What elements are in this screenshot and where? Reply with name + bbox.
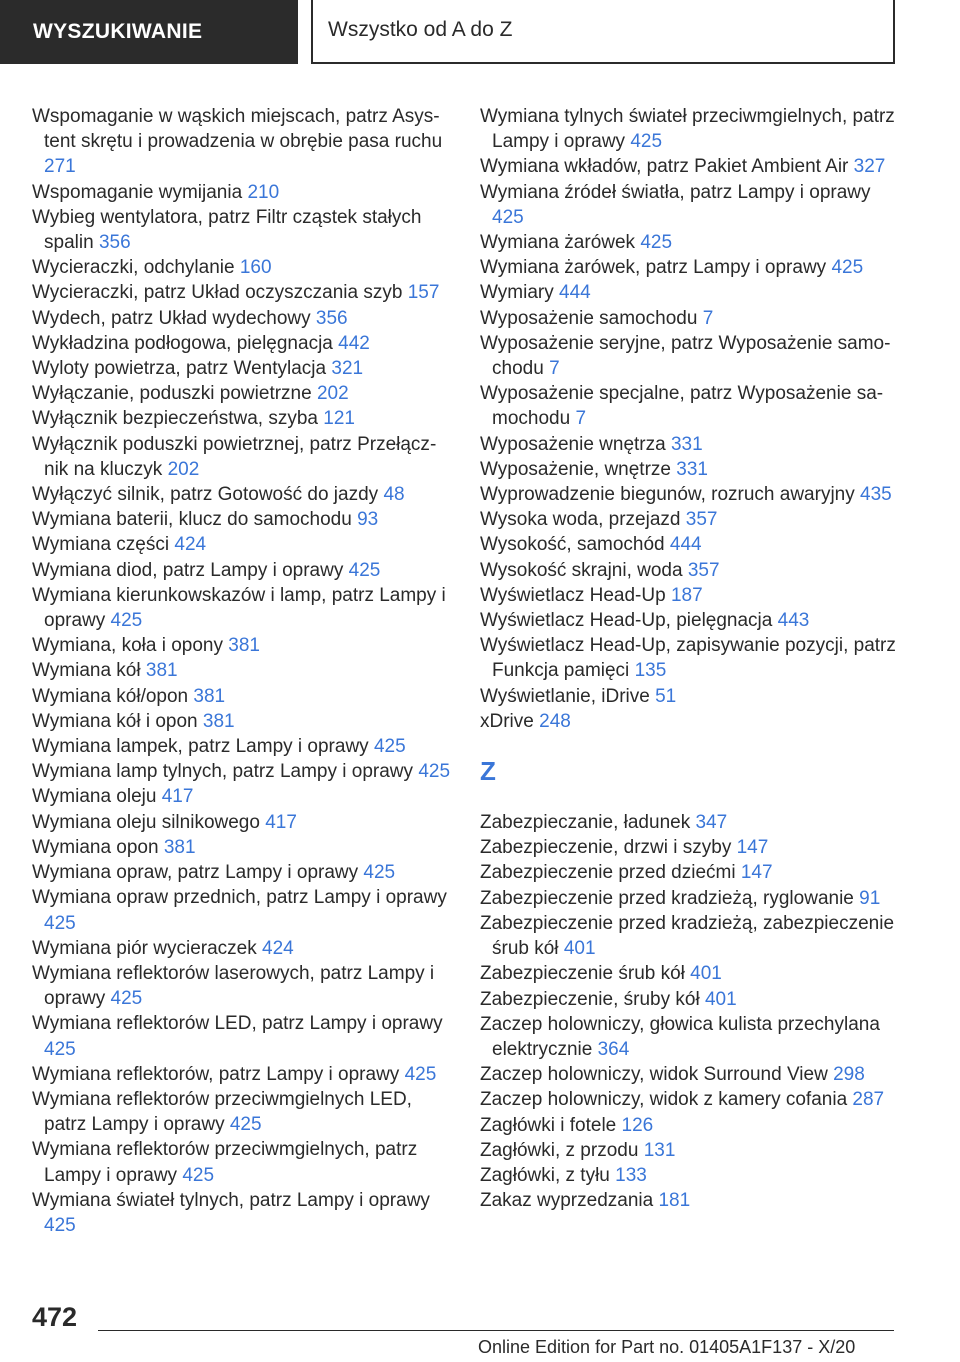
entry-term: Zabezpieczenie śrub kół (480, 963, 685, 985)
index-column-left (32, 104, 452, 1238)
entry-page-link[interactable]: 202 (316, 383, 349, 405)
page-number: 472 (32, 1302, 78, 1332)
index-entry (32, 406, 452, 431)
entry-term: Wymiana wkładów, patrz Pakiet Ambient Air (480, 156, 849, 178)
entry-page-link[interactable]: 298 (833, 1064, 865, 1086)
entry-term: Wycieraczki, odchylanie (32, 257, 235, 279)
index-entry (480, 684, 900, 709)
entry-term: Wyprowadzenie biegunów, rozruch awaryjny (480, 484, 855, 506)
entry-page-link[interactable]: 425 (110, 988, 143, 1010)
entry-page-link[interactable]: 401 (563, 938, 596, 960)
entry-page-link[interactable]: 442 (338, 332, 370, 354)
index-entry (480, 457, 900, 482)
entry-term: Wymiana baterii, klucz do samochodu (32, 509, 352, 531)
entry-page-link[interactable]: 364 (597, 1038, 630, 1060)
index-entry (480, 507, 900, 532)
entry-term: Wyłączanie, poduszki powietrzne (32, 383, 312, 405)
index-entry (32, 684, 452, 709)
entry-term: Wyposażenie, wnętrze (480, 458, 671, 480)
entry-term: Wymiana piór wycieraczek (32, 937, 257, 959)
index-entry (480, 1138, 900, 1163)
index-entry (32, 658, 452, 683)
entry-term: Wyposażenie seryjne, patrz Wyposażenie samochodu (480, 332, 891, 380)
index-entry (480, 583, 900, 608)
entry-page-link[interactable]: 425 (831, 257, 864, 279)
entry-page-link[interactable]: 202 (167, 458, 200, 480)
entry-page-link[interactable]: 444 (669, 534, 702, 556)
entry-term: Wydech, patrz Układ wydechowy (32, 307, 311, 329)
entry-term: Zagłówki, z przodu (480, 1139, 639, 1161)
entry-page-link[interactable]: 287 (852, 1089, 885, 1111)
entry-term: Wymiana reflektorów LED, patrz Lampy i oprawy (32, 1013, 443, 1035)
entry-page-link[interactable]: 381 (202, 710, 235, 732)
index-entry (480, 230, 900, 255)
index-entry (32, 482, 452, 507)
entry-term: Zaczep holowniczy, widok Surround View (480, 1064, 828, 1086)
entry-term: Wysokość, samochód (480, 534, 665, 556)
index-entry (32, 936, 452, 961)
entry-term: Wyloty powietrza, patrz Wentylacja (32, 358, 327, 380)
index-entry (480, 558, 900, 583)
entry-term: Wysokość skrajni, woda (480, 559, 683, 581)
entry-page-link[interactable]: 424 (262, 937, 294, 959)
entry-page-link[interactable]: 425 (630, 131, 663, 153)
entry-term: Wyświetlanie, iDrive (480, 685, 650, 707)
entry-page-link[interactable]: 48 (383, 484, 405, 506)
entry-term: Wyposażenie samochodu (480, 307, 698, 329)
entry-term: Wyposażenie wnętrza (480, 433, 666, 455)
index-entry (480, 810, 900, 835)
index-entry (32, 1087, 452, 1137)
entry-page-link[interactable]: 135 (634, 660, 667, 682)
entry-term: Wyłącznik bezpieczeństwa, szyba (32, 408, 319, 430)
index-entry (32, 280, 452, 305)
entry-term: Wymiana oleju silnikowego (32, 811, 260, 833)
entry-page-link[interactable]: 443 (777, 610, 810, 632)
entry-page-link[interactable]: 321 (331, 358, 364, 380)
index-entry (32, 885, 452, 935)
entry-page-link[interactable]: 331 (670, 433, 703, 455)
entry-term: Zagłówki, z tyłu (480, 1164, 610, 1186)
entry-page-link[interactable]: 425 (182, 1164, 215, 1186)
index-entry (480, 482, 900, 507)
entry-page-link[interactable]: 401 (690, 963, 722, 985)
entry-term: Zaczep holowniczy, głowica kulista przechylana elektrycznie (480, 1013, 880, 1060)
entry-page-link[interactable]: 248 (539, 710, 571, 732)
entry-term: Wymiana kół i opon (32, 710, 198, 732)
entry-page-link[interactable]: 331 (676, 458, 708, 480)
entry-term: Zabezpieczanie, ładunek (480, 812, 691, 834)
index-entry (480, 432, 900, 457)
index-entry (480, 633, 900, 683)
entry-term: Zabezpieczenie przed kradzieżą, ryglowanie (480, 887, 854, 909)
index-entry (32, 1011, 452, 1061)
entry-term: Zagłówki i fotele (480, 1114, 617, 1136)
tab-a-to-z[interactable]: Wszystko od A do Z (311, 0, 895, 64)
index-entry (32, 1188, 452, 1238)
index-entry (32, 255, 452, 280)
entry-page-link[interactable]: 425 (229, 1114, 262, 1136)
index-entry (32, 961, 452, 1011)
entry-page-link[interactable]: 356 (98, 232, 131, 254)
index-entry (480, 709, 900, 734)
index-entry (32, 784, 452, 809)
entry-term: Wymiana reflektorów, patrz Lampy i oprawy (32, 1063, 400, 1085)
entry-term: Zabezpieczenie, drzwi i szyby (480, 837, 732, 859)
entry-page-link[interactable]: 401 (704, 988, 737, 1010)
index-entry (480, 886, 900, 911)
entry-term: Wykładzina podłogowa, pielęgnacja (32, 332, 333, 354)
index-entry (480, 532, 900, 557)
tab-search[interactable]: WYSZUKIWANIE (0, 0, 298, 64)
entry-term: Wymiana tylnych świateł przeciwmgielnych, patrz Lampy i oprawy (480, 106, 895, 153)
entry-page-link[interactable]: 425 (640, 232, 673, 254)
entry-page-link[interactable]: 425 (110, 610, 143, 632)
entry-page-link[interactable]: 435 (860, 484, 892, 506)
index-entry (32, 331, 452, 356)
entry-term: Wymiana diod, patrz Lampy i oprawy (32, 559, 344, 581)
entry-term: Wyłącznik poduszki powietrznej, patrz Przełącznik na kluczyk (32, 433, 437, 480)
entry-term: Wymiana żarówek, patrz Lampy i oprawy (480, 257, 827, 279)
index-entry (32, 759, 452, 784)
entry-page-link[interactable]: 187 (670, 584, 703, 606)
index-entry (480, 860, 900, 885)
index-entries-z (480, 810, 900, 1213)
entry-term: Wymiana kół (32, 660, 141, 682)
entry-page-link[interactable]: 425 (44, 1038, 76, 1060)
entry-term: Zabezpieczenie przed kradzieżą, zabezpieczenie śrub kół (480, 912, 895, 960)
entry-term: Wymiary (480, 282, 554, 304)
index-entry (32, 306, 452, 331)
entry-page-link[interactable]: 425 (44, 912, 76, 934)
entry-term: Wycieraczki, patrz Układ oczyszczania szyb (32, 282, 403, 304)
entry-page-link[interactable]: 7 (702, 307, 714, 329)
entry-page-link[interactable]: 181 (658, 1190, 691, 1212)
entry-term: Wyposażenie specjalne, patrz Wyposażenie samochodu (480, 383, 884, 430)
index-entry (32, 381, 452, 406)
entry-term: Wymiana reflektorów laserowych, patrz Lampy i oprawy (32, 962, 435, 1010)
index-entry (32, 104, 452, 180)
index-entry (480, 1113, 900, 1138)
entry-page-link[interactable]: 425 (492, 206, 524, 228)
entry-page-link[interactable]: 93 (357, 509, 379, 531)
index-entry (32, 835, 452, 860)
index-entry (480, 987, 900, 1012)
entry-term: Wybieg wentylatora, patrz Filtr cząstek stałych spalin (32, 206, 422, 254)
entry-page-link[interactable]: 425 (348, 559, 381, 581)
index-entry (32, 356, 452, 381)
entry-page-link[interactable]: 356 (315, 307, 348, 329)
entry-term: Wymiana oleju (32, 786, 157, 808)
entry-term: Wyświetlacz Head-Up, zapisywanie pozycji, patrz Funkcja pamięci (480, 635, 896, 682)
index-entry (480, 1163, 900, 1188)
entry-page-link[interactable]: 327 (853, 156, 886, 178)
entry-page-link[interactable]: 444 (559, 282, 591, 304)
entry-page-link[interactable]: 7 (575, 408, 587, 430)
entry-page-link[interactable]: 417 (161, 786, 194, 808)
entry-term: Wymiana lamp tylnych, patrz Lampy i oprawy (32, 761, 414, 783)
index-entry (480, 1012, 900, 1062)
index-entry (32, 180, 452, 205)
index-entry (480, 255, 900, 280)
index-entry (32, 205, 452, 255)
entry-term: Wymiana żarówek (480, 232, 636, 254)
entry-page-link[interactable]: 7 (549, 358, 560, 380)
index-entry (32, 1062, 452, 1087)
entry-page-link[interactable]: 131 (643, 1139, 676, 1161)
entry-term: Wymiana reflektorów przeciwmgielnych, patrz Lampy i oprawy (32, 1139, 418, 1186)
top-navigation (0, 0, 960, 66)
index-entry (480, 104, 900, 154)
entry-term: Wysoka woda, przejazd (480, 509, 681, 531)
index-entry (480, 280, 900, 305)
index-entry (480, 306, 900, 331)
entry-term: Wspomaganie w wąskich miejscach, patrz Asystent skrętu i prowadzenia w obrębie pasa ruchu (32, 106, 443, 153)
footer-divider (98, 1330, 894, 1331)
entry-page-link[interactable]: 417 (265, 811, 297, 833)
entry-page-link[interactable]: 160 (239, 257, 272, 279)
index-entry (32, 583, 452, 633)
entry-page-link[interactable]: 133 (615, 1164, 647, 1186)
index-entry (32, 734, 452, 759)
entry-page-link[interactable]: 425 (418, 761, 451, 783)
index-entry (32, 860, 452, 885)
entry-page-link[interactable]: 425 (404, 1063, 437, 1085)
entry-term: Wymiana źródeł światła, patrz Lampy i oprawy (480, 181, 871, 203)
entry-term: Zabezpieczenie, śruby kół (480, 988, 700, 1010)
entry-term: Wymiana, koła i opony (32, 635, 223, 657)
entry-page-link[interactable]: 357 (685, 509, 718, 531)
entry-page-link[interactable]: 425 (363, 862, 396, 884)
index-entry (480, 608, 900, 633)
index-entry (480, 835, 900, 860)
entry-term: Wymiana opraw przednich, patrz Lampy i oprawy (32, 887, 447, 909)
footer-edition: Online Edition for Part no. 01405A1F137 - X/20 (478, 1337, 856, 1357)
index-entry (32, 709, 452, 734)
index-entry (32, 532, 452, 557)
index-entry (32, 507, 452, 532)
entry-term: Wspomaganie wymijania (32, 181, 243, 203)
index-entry (480, 381, 900, 431)
entry-term: Wymiana kierunkowskazów i lamp, patrz Lampy i oprawy (32, 584, 446, 632)
index-entry (32, 633, 452, 658)
entry-page-link[interactable]: 425 (373, 736, 406, 758)
index-entries-w-x (480, 104, 900, 734)
entry-term: Wymiana świateł tylnych, patrz Lampy i oprawy (32, 1189, 430, 1211)
entry-page-link[interactable]: 424 (174, 534, 207, 556)
index-entry (480, 1087, 900, 1112)
entry-page-link[interactable]: 91 (859, 887, 881, 909)
index-column-right (480, 104, 900, 1213)
entry-page-link[interactable]: 121 (323, 408, 355, 430)
entry-term: Wymiana opon (32, 836, 159, 858)
index-entry (480, 1188, 900, 1213)
index-entry (480, 331, 900, 381)
entry-page-link[interactable]: 126 (621, 1114, 654, 1136)
entry-term: Wyświetlacz Head-Up, pielęgnacja (480, 610, 773, 632)
index-entry (32, 1137, 452, 1187)
index-entry (32, 432, 452, 482)
entry-page-link[interactable]: 210 (247, 181, 280, 203)
entry-term: Wymiana kół/opon (32, 685, 189, 707)
entry-term: Wymiana opraw, patrz Lampy i oprawy (32, 862, 359, 884)
entry-page-link[interactable]: 271 (44, 156, 76, 178)
entry-term: Zaczep holowniczy, widok z kamery cofania (480, 1089, 848, 1111)
entry-page-link[interactable]: 347 (695, 812, 728, 834)
entry-page-link[interactable]: 381 (145, 660, 178, 682)
entry-page-link[interactable]: 357 (687, 559, 720, 581)
index-entry (32, 810, 452, 835)
section-letter-z: Z (480, 756, 496, 787)
index-entry (480, 154, 900, 179)
index-entry (480, 180, 900, 230)
index-entry (32, 558, 452, 583)
entry-page-link[interactable]: 381 (193, 685, 226, 707)
entry-term: Wymiana części (32, 534, 170, 556)
entry-term: xDrive (480, 710, 534, 732)
entry-page-link[interactable]: 147 (740, 862, 773, 884)
entry-page-link[interactable]: 425 (44, 1214, 76, 1236)
entry-page-link[interactable]: 157 (407, 282, 440, 304)
index-entry (480, 911, 900, 961)
entry-term: Wyłączyć silnik, patrz Gotowość do jazdy (32, 484, 379, 506)
entry-page-link[interactable]: 381 (228, 635, 260, 657)
entry-term: Wymiana reflektorów przeciwmgielnych LED, patrz Lampy i oprawy (32, 1088, 412, 1136)
index-entry (480, 1062, 900, 1087)
entry-term: Zabezpieczenie przed dziećmi (480, 862, 736, 884)
index-entry (480, 961, 900, 986)
entry-page-link[interactable]: 381 (163, 836, 196, 858)
entry-term: Wymiana lampek, patrz Lampy i oprawy (32, 736, 369, 758)
entry-term: Zakaz wyprzedzania (480, 1190, 654, 1212)
entry-term: Wyświetlacz Head-Up (480, 584, 666, 606)
entry-page-link[interactable]: 51 (655, 685, 677, 707)
entry-page-link[interactable]: 147 (736, 837, 769, 859)
